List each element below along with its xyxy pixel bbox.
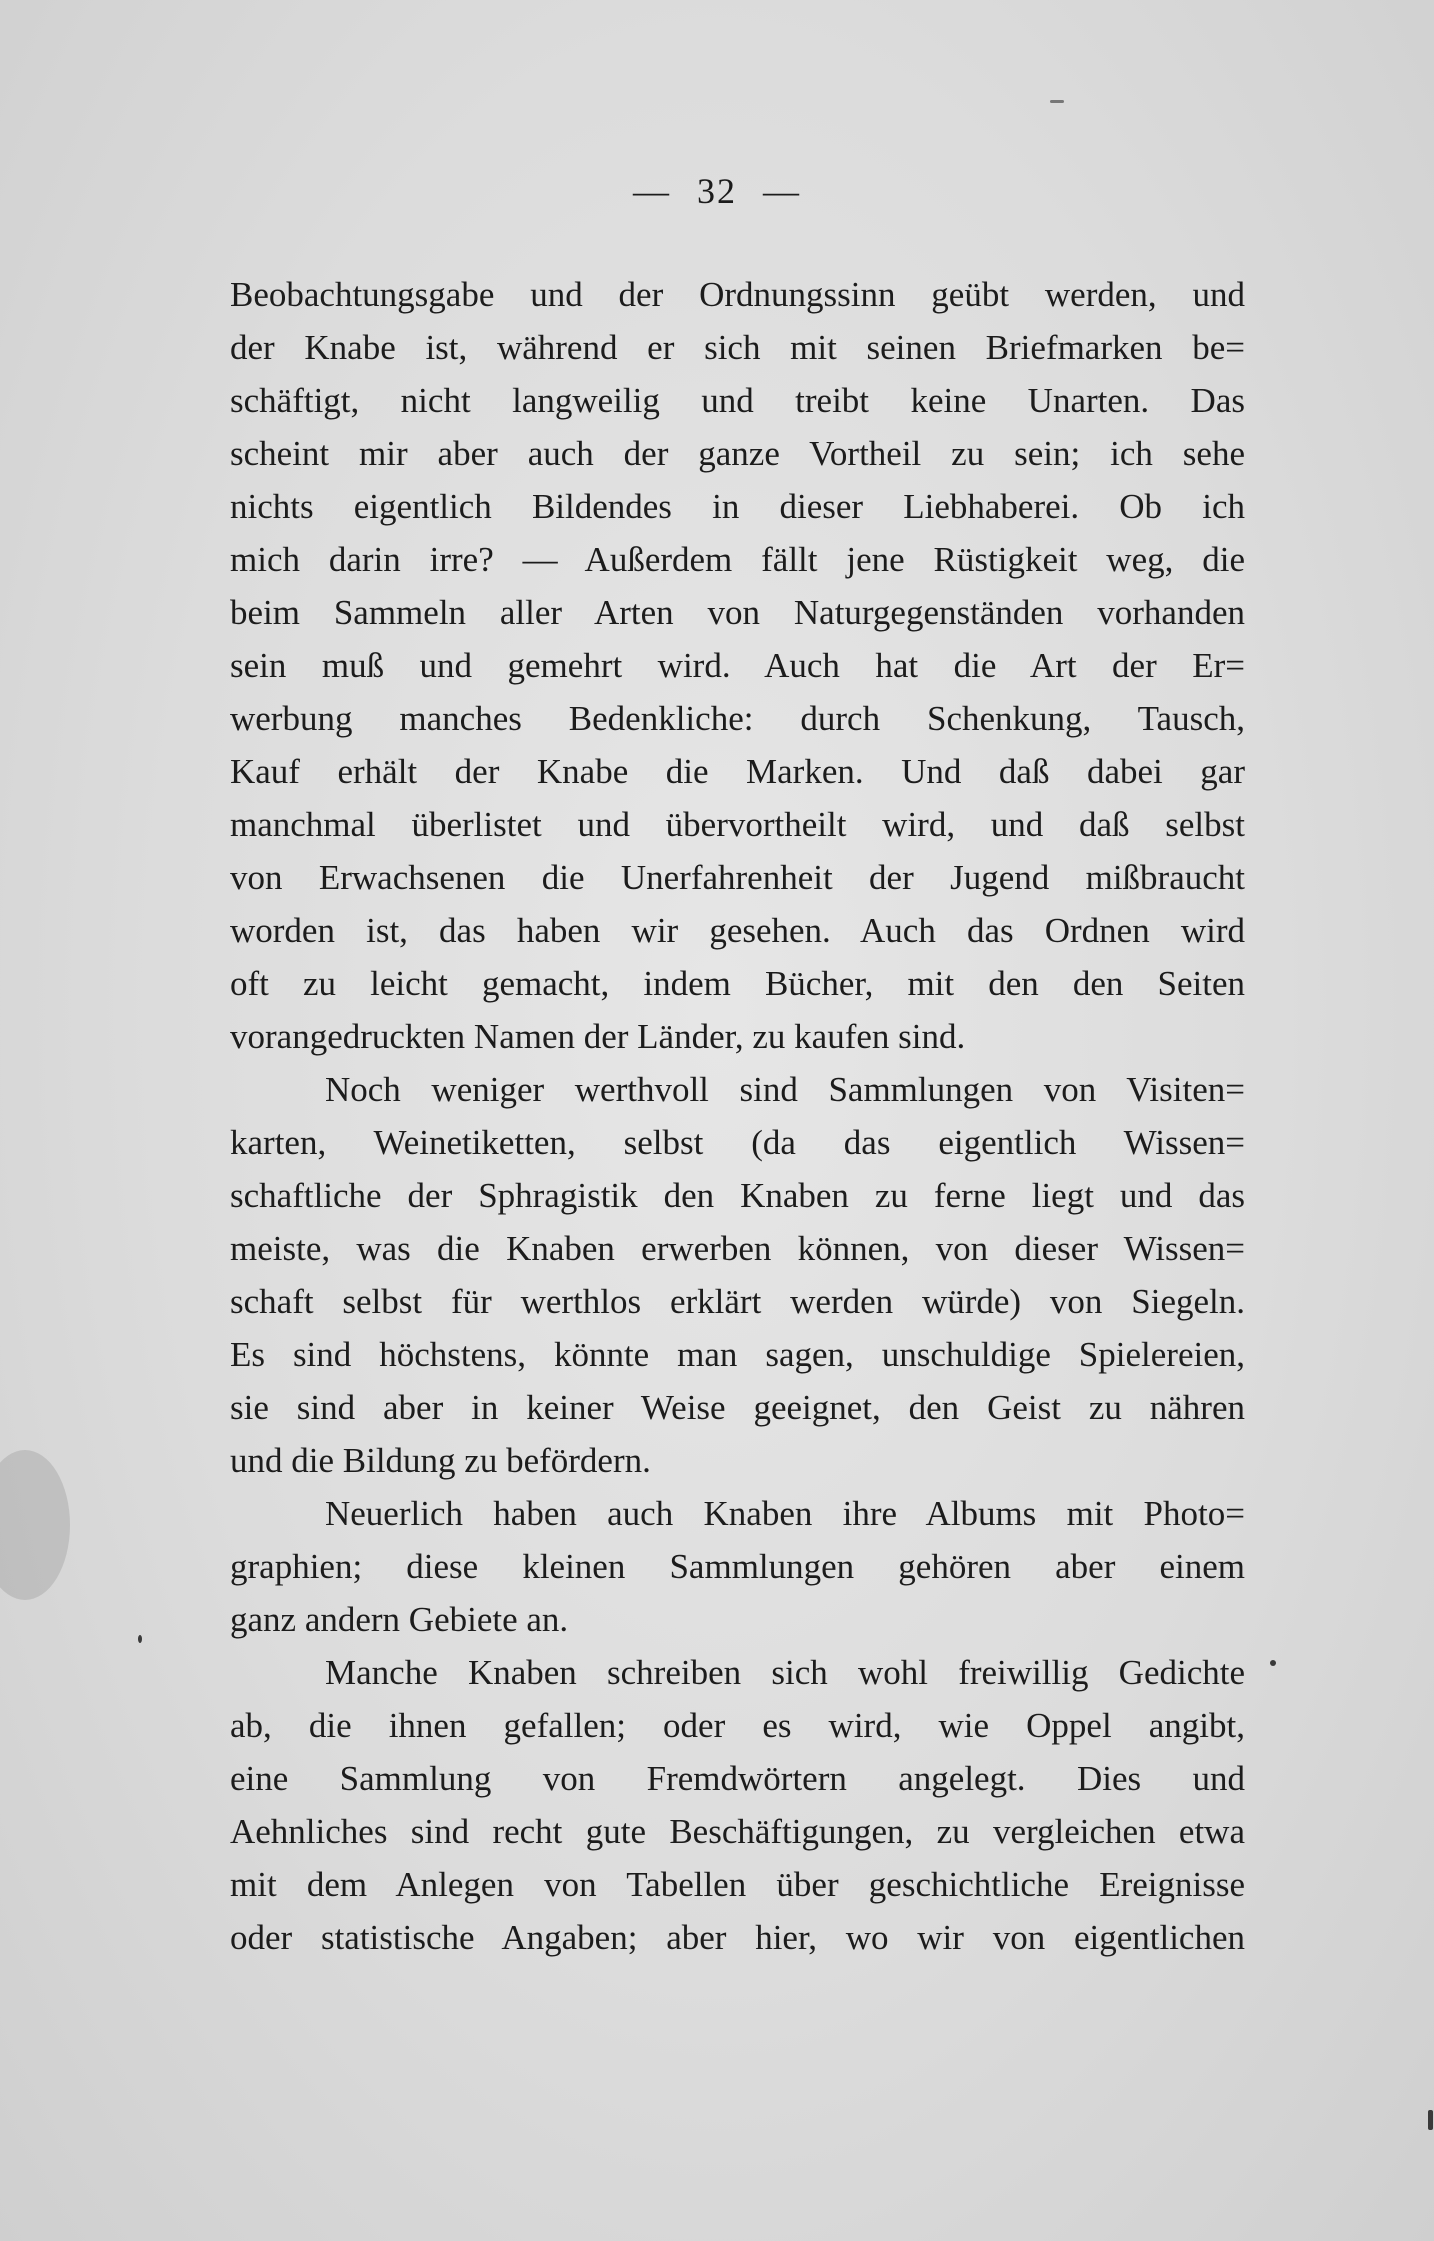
ink-speck xyxy=(1050,100,1064,103)
text-line: manchmal überlistet und übervortheilt wird, und daß selbst xyxy=(230,805,1245,844)
text-line: Kauf erhält der Knabe die Marken. Und daß dabei gar xyxy=(230,752,1245,791)
text-line: werbung manches Bedenkliche: durch Schenkung, Tausch, xyxy=(230,699,1245,738)
text-line: vorangedruckten Namen der Länder, zu kaufen sind. xyxy=(230,1017,966,1056)
text-line: graphien; diese kleinen Sammlungen gehören aber einem xyxy=(230,1547,1245,1586)
body-text xyxy=(230,268,1245,1964)
page-number-dash-right: — xyxy=(763,171,801,211)
text-line: Neuerlich haben auch Knaben ihre Albums mit Photo= xyxy=(325,1494,1245,1533)
text-line: Manche Knaben schreiben sich wohl freiwillig Gedichte xyxy=(325,1653,1245,1692)
ink-speck xyxy=(1270,1660,1276,1666)
text-line: karten, Weinetiketten, selbst (da das eigentlich Wissen= xyxy=(230,1123,1245,1162)
page-number: 32 xyxy=(697,171,737,211)
text-line: mit dem Anlegen von Tabellen über geschichtliche Ereignisse xyxy=(230,1865,1245,1904)
page-header xyxy=(0,170,1434,212)
text-line: der Knabe ist, während er sich mit seinen Briefmarken be= xyxy=(230,328,1245,367)
text-line: scheint mir aber auch der ganze Vortheil zu sein; ich sehe xyxy=(230,434,1245,473)
text-line: meiste, was die Knaben erwerben können, von dieser Wissen= xyxy=(230,1229,1245,1268)
page-number-dash-left: — xyxy=(633,171,671,211)
text-line: schaft selbst für werthlos erklärt werden würde) von Siegeln. xyxy=(230,1282,1245,1321)
text-line: oder statistische Angaben; aber hier, wo wir von eigentlichen xyxy=(230,1918,1245,1957)
text-line: Beobachtungsgabe und der Ordnungssinn geübt werden, und xyxy=(230,275,1245,314)
text-line: Noch weniger werthvoll sind Sammlungen von Visiten= xyxy=(325,1070,1245,1109)
text-line: nichts eigentlich Bildendes in dieser Liebhaberei. Ob ich xyxy=(230,487,1245,526)
text-line: ab, die ihnen gefallen; oder es wird, wie Oppel angibt, xyxy=(230,1706,1245,1745)
text-line: ganz andern Gebiete an. xyxy=(230,1600,569,1639)
text-line: Es sind höchstens, könnte man sagen, unschuldige Spielereien, xyxy=(230,1335,1245,1374)
text-line: beim Sammeln aller Arten von Naturgegenständen vorhanden xyxy=(230,593,1245,632)
text-line: mich darin irre? — Außerdem fällt jene Rüstigkeit weg, die xyxy=(230,540,1245,579)
text-line: sie sind aber in keiner Weise geeignet, den Geist zu nähren xyxy=(230,1388,1245,1427)
paper-stain xyxy=(0,1450,70,1600)
text-line: worden ist, das haben wir gesehen. Auch das Ordnen wird xyxy=(230,911,1245,950)
text-line: eine Sammlung von Fremdwörtern angelegt. Dies und xyxy=(230,1759,1245,1798)
text-line: Aehnliches sind recht gute Beschäftigungen, zu vergleichen etwa xyxy=(230,1812,1245,1851)
ink-speck xyxy=(1428,2110,1433,2130)
text-line: sein muß und gemehrt wird. Auch hat die Art der Er= xyxy=(230,646,1245,685)
text-line: schaftliche der Sphragistik den Knaben zu ferne liegt und das xyxy=(230,1176,1245,1215)
text-line: und die Bildung zu befördern. xyxy=(230,1441,651,1480)
ink-speck xyxy=(138,1635,142,1643)
text-line: oft zu leicht gemacht, indem Bücher, mit den den Seiten xyxy=(230,964,1245,1003)
text-line: von Erwachsenen die Unerfahrenheit der Jugend mißbraucht xyxy=(230,858,1245,897)
text-line: schäftigt, nicht langweilig und treibt keine Unarten. Das xyxy=(230,381,1245,420)
